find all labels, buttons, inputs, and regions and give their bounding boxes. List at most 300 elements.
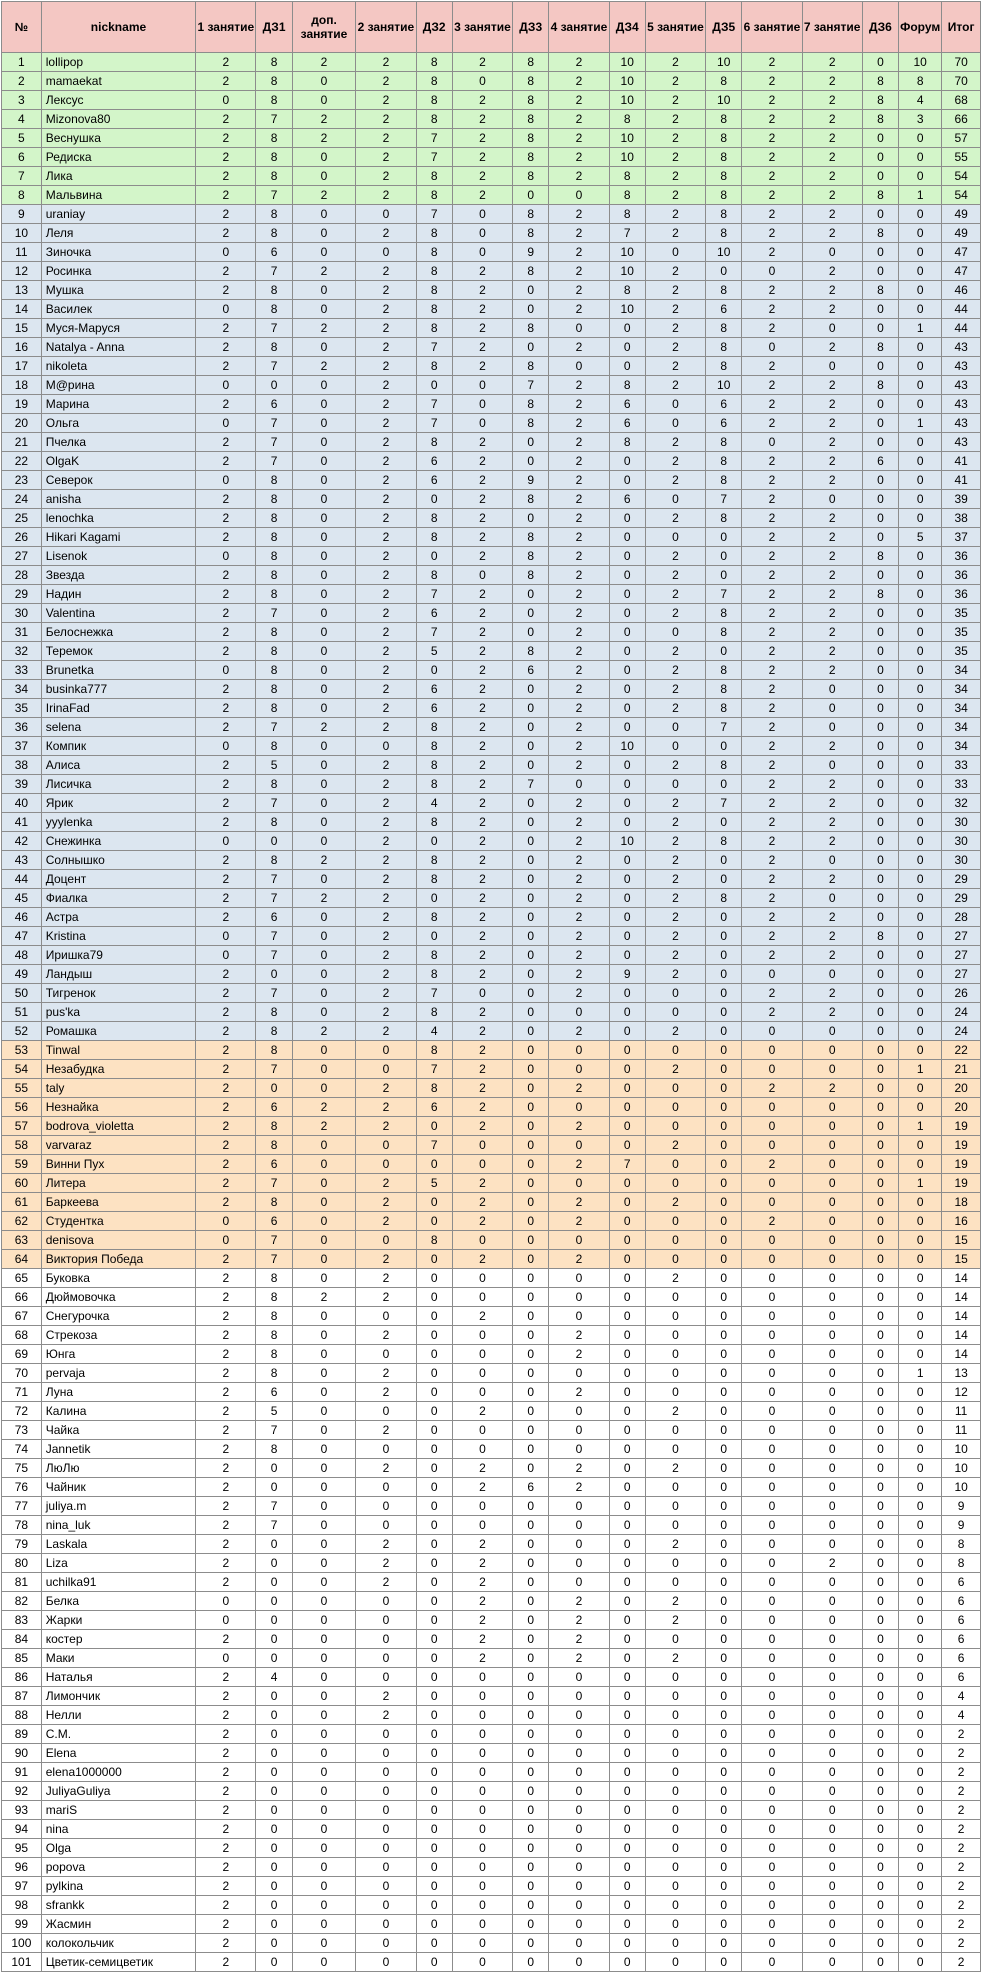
score-cell[interactable]: 0 (513, 585, 549, 604)
score-cell[interactable]: 0 (292, 338, 356, 357)
score-cell[interactable]: 0 (862, 1554, 898, 1573)
score-cell[interactable]: 2 (549, 490, 609, 509)
score-cell[interactable]: 0 (899, 1193, 942, 1212)
score-cell[interactable]: 0 (292, 1307, 356, 1326)
score-cell[interactable]: 0 (862, 1098, 898, 1117)
score-cell[interactable]: 26 (942, 984, 981, 1003)
row-number-cell[interactable]: 31 (2, 623, 42, 642)
score-cell[interactable]: 0 (292, 680, 356, 699)
score-cell[interactable]: 0 (802, 243, 862, 262)
score-cell[interactable]: 2 (196, 756, 256, 775)
score-cell[interactable]: 0 (196, 946, 256, 965)
score-cell[interactable]: 2 (645, 832, 705, 851)
score-cell[interactable]: 2 (452, 1174, 512, 1193)
score-cell[interactable]: 0 (862, 1953, 898, 1972)
score-cell[interactable]: 0 (899, 1269, 942, 1288)
score-cell[interactable]: 0 (862, 1592, 898, 1611)
score-cell[interactable]: 7 (416, 414, 452, 433)
score-cell[interactable]: 0 (549, 1858, 609, 1877)
score-cell[interactable]: 2 (645, 148, 705, 167)
score-cell[interactable]: 0 (862, 1782, 898, 1801)
score-cell[interactable]: 0 (706, 528, 742, 547)
score-cell[interactable]: 0 (862, 414, 898, 433)
score-cell[interactable]: 2 (645, 167, 705, 186)
score-cell[interactable]: 0 (802, 1383, 862, 1402)
score-cell[interactable]: 2 (356, 775, 416, 794)
score-cell[interactable]: 0 (862, 243, 898, 262)
score-cell[interactable]: 10 (609, 243, 645, 262)
score-cell[interactable]: 2 (645, 813, 705, 832)
row-number-cell[interactable]: 38 (2, 756, 42, 775)
score-cell[interactable]: 2 (549, 262, 609, 281)
score-cell[interactable]: 2 (196, 585, 256, 604)
score-cell[interactable]: 0 (802, 1535, 862, 1554)
score-cell[interactable]: 2 (802, 205, 862, 224)
row-number-cell[interactable]: 43 (2, 851, 42, 870)
score-cell[interactable]: 0 (862, 1706, 898, 1725)
score-cell[interactable]: 2 (196, 851, 256, 870)
score-cell[interactable]: 0 (513, 813, 549, 832)
score-cell[interactable]: 7 (513, 376, 549, 395)
score-cell[interactable]: 0 (549, 1535, 609, 1554)
nickname-cell[interactable]: Луна (41, 1383, 195, 1402)
score-cell[interactable]: 0 (899, 243, 942, 262)
score-cell[interactable]: 6 (609, 414, 645, 433)
score-cell[interactable]: 18 (942, 1193, 981, 1212)
score-cell[interactable]: 8 (706, 281, 742, 300)
score-cell[interactable]: 2 (802, 794, 862, 813)
score-cell[interactable]: 2 (196, 908, 256, 927)
score-cell[interactable]: 0 (645, 1231, 705, 1250)
score-cell[interactable]: 0 (862, 965, 898, 984)
score-cell[interactable]: 0 (645, 623, 705, 642)
score-cell[interactable]: 0 (645, 1763, 705, 1782)
row-number-cell[interactable]: 15 (2, 319, 42, 338)
score-cell[interactable]: 0 (862, 946, 898, 965)
score-cell[interactable]: 2 (356, 72, 416, 91)
score-cell[interactable]: 0 (706, 1231, 742, 1250)
score-cell[interactable]: 8 (513, 395, 549, 414)
score-cell[interactable]: 0 (706, 1516, 742, 1535)
score-cell[interactable]: 0 (356, 1155, 416, 1174)
score-cell[interactable]: 0 (416, 1421, 452, 1440)
score-cell[interactable]: 8 (256, 72, 292, 91)
row-number-cell[interactable]: 94 (2, 1820, 42, 1839)
score-cell[interactable]: 0 (706, 1915, 742, 1934)
score-cell[interactable]: 1 (899, 1364, 942, 1383)
score-cell[interactable]: 0 (416, 927, 452, 946)
score-cell[interactable]: 0 (513, 1459, 549, 1478)
nickname-cell[interactable]: businka777 (41, 680, 195, 699)
score-cell[interactable]: 0 (742, 1687, 802, 1706)
nickname-cell[interactable]: Василек (41, 300, 195, 319)
score-cell[interactable]: 2 (452, 1098, 512, 1117)
score-cell[interactable]: 0 (899, 1953, 942, 1972)
score-cell[interactable]: 0 (256, 1611, 292, 1630)
score-cell[interactable]: 2 (645, 338, 705, 357)
score-cell[interactable]: 0 (645, 984, 705, 1003)
score-cell[interactable]: 7 (609, 224, 645, 243)
score-cell[interactable]: 2 (452, 1250, 512, 1269)
score-cell[interactable]: 2 (356, 1706, 416, 1725)
score-cell[interactable]: 2 (196, 1763, 256, 1782)
nickname-cell[interactable]: taly (41, 1079, 195, 1098)
score-cell[interactable]: 0 (549, 1060, 609, 1079)
score-cell[interactable]: 8 (416, 718, 452, 737)
score-cell[interactable]: 0 (609, 1801, 645, 1820)
score-cell[interactable]: 0 (862, 1041, 898, 1060)
row-number-cell[interactable]: 52 (2, 1022, 42, 1041)
score-cell[interactable]: 2 (292, 357, 356, 376)
score-cell[interactable]: 2 (802, 642, 862, 661)
score-cell[interactable]: 0 (706, 1440, 742, 1459)
row-number-cell[interactable]: 8 (2, 186, 42, 205)
row-number-cell[interactable]: 46 (2, 908, 42, 927)
score-cell[interactable]: 0 (609, 1630, 645, 1649)
nickname-cell[interactable]: Tinwal (41, 1041, 195, 1060)
score-cell[interactable]: 0 (645, 1915, 705, 1934)
score-cell[interactable]: 10 (609, 148, 645, 167)
score-cell[interactable]: 2 (452, 851, 512, 870)
score-cell[interactable]: 2 (196, 357, 256, 376)
score-cell[interactable]: 7 (256, 870, 292, 889)
score-cell[interactable]: 8 (256, 205, 292, 224)
score-cell[interactable]: 0 (292, 376, 356, 395)
score-cell[interactable]: 0 (802, 1022, 862, 1041)
score-cell[interactable]: 2 (196, 680, 256, 699)
score-cell[interactable]: 8 (416, 167, 452, 186)
score-cell[interactable]: 35 (942, 642, 981, 661)
score-cell[interactable]: 0 (609, 642, 645, 661)
score-cell[interactable]: 0 (609, 623, 645, 642)
score-cell[interactable]: 0 (706, 1003, 742, 1022)
score-cell[interactable]: 0 (706, 1060, 742, 1079)
score-cell[interactable]: 8 (256, 661, 292, 680)
score-cell[interactable]: 2 (196, 452, 256, 471)
score-cell[interactable]: 0 (862, 1117, 898, 1136)
score-cell[interactable]: 8 (706, 72, 742, 91)
score-cell[interactable]: 0 (862, 832, 898, 851)
nickname-cell[interactable]: Лика (41, 167, 195, 186)
score-cell[interactable]: 2 (452, 1649, 512, 1668)
score-cell[interactable]: 6 (256, 1155, 292, 1174)
score-cell[interactable]: 2 (196, 1820, 256, 1839)
score-cell[interactable]: 2 (452, 775, 512, 794)
score-cell[interactable]: 0 (802, 1402, 862, 1421)
score-cell[interactable]: 2 (356, 1288, 416, 1307)
row-number-cell[interactable]: 74 (2, 1440, 42, 1459)
score-cell[interactable]: 2 (549, 167, 609, 186)
row-number-cell[interactable]: 6 (2, 148, 42, 167)
score-cell[interactable]: 2 (645, 566, 705, 585)
score-cell[interactable]: 0 (645, 1839, 705, 1858)
score-cell[interactable]: 0 (706, 1896, 742, 1915)
score-cell[interactable]: 2 (645, 129, 705, 148)
score-cell[interactable]: 0 (645, 1687, 705, 1706)
score-cell[interactable]: 6 (416, 699, 452, 718)
row-number-cell[interactable]: 40 (2, 794, 42, 813)
score-cell[interactable]: 0 (609, 1288, 645, 1307)
score-cell[interactable]: 0 (196, 300, 256, 319)
score-cell[interactable]: 0 (452, 1725, 512, 1744)
score-cell[interactable]: 0 (292, 1763, 356, 1782)
score-cell[interactable]: 2 (356, 433, 416, 452)
score-cell[interactable]: 2 (645, 186, 705, 205)
score-cell[interactable]: 2 (742, 623, 802, 642)
score-cell[interactable]: 0 (899, 889, 942, 908)
score-cell[interactable]: 0 (292, 300, 356, 319)
row-number-cell[interactable]: 81 (2, 1573, 42, 1592)
score-cell[interactable]: 0 (549, 1364, 609, 1383)
score-cell[interactable]: 0 (742, 1877, 802, 1896)
score-cell[interactable]: 0 (609, 1421, 645, 1440)
score-cell[interactable]: 0 (862, 1478, 898, 1497)
score-cell[interactable]: 2 (549, 946, 609, 965)
nickname-cell[interactable]: IrinaFad (41, 699, 195, 718)
score-cell[interactable]: 0 (452, 1687, 512, 1706)
row-number-cell[interactable]: 77 (2, 1497, 42, 1516)
score-cell[interactable]: 2 (742, 167, 802, 186)
score-cell[interactable]: 2 (196, 1877, 256, 1896)
score-cell[interactable]: 0 (549, 1877, 609, 1896)
score-cell[interactable]: 0 (609, 1117, 645, 1136)
score-cell[interactable]: 2 (549, 414, 609, 433)
score-cell[interactable]: 0 (609, 319, 645, 338)
score-cell[interactable]: 2 (802, 376, 862, 395)
score-cell[interactable]: 2 (196, 148, 256, 167)
score-cell[interactable]: 2 (356, 281, 416, 300)
score-cell[interactable]: 2 (356, 661, 416, 680)
nickname-cell[interactable]: Laskala (41, 1535, 195, 1554)
score-cell[interactable]: 2 (802, 566, 862, 585)
score-cell[interactable]: 2 (196, 1801, 256, 1820)
score-cell[interactable]: 0 (513, 1630, 549, 1649)
row-number-cell[interactable]: 57 (2, 1117, 42, 1136)
score-cell[interactable]: 0 (292, 395, 356, 414)
score-cell[interactable]: 7 (256, 718, 292, 737)
score-cell[interactable]: 0 (513, 452, 549, 471)
score-cell[interactable]: 0 (256, 1592, 292, 1611)
score-cell[interactable]: 0 (196, 1649, 256, 1668)
score-cell[interactable]: 0 (802, 1668, 862, 1687)
score-cell[interactable]: 0 (645, 1820, 705, 1839)
score-cell[interactable]: 8 (256, 1288, 292, 1307)
score-cell[interactable]: 0 (609, 1915, 645, 1934)
score-cell[interactable]: 10 (942, 1459, 981, 1478)
score-cell[interactable]: 0 (292, 756, 356, 775)
score-cell[interactable]: 2 (549, 1383, 609, 1402)
score-cell[interactable]: 0 (513, 1877, 549, 1896)
row-number-cell[interactable]: 20 (2, 414, 42, 433)
score-cell[interactable]: 0 (742, 1307, 802, 1326)
score-cell[interactable]: 2 (452, 357, 512, 376)
score-cell[interactable]: 7 (416, 585, 452, 604)
score-cell[interactable]: 0 (862, 680, 898, 699)
score-cell[interactable]: 2 (196, 984, 256, 1003)
score-cell[interactable]: 0 (609, 889, 645, 908)
score-cell[interactable]: 0 (742, 1592, 802, 1611)
score-cell[interactable]: 2 (452, 604, 512, 623)
score-cell[interactable]: 2 (802, 338, 862, 357)
score-cell[interactable]: 0 (802, 1763, 862, 1782)
score-cell[interactable]: 2 (549, 965, 609, 984)
score-cell[interactable]: 6 (706, 414, 742, 433)
score-cell[interactable]: 2 (356, 1022, 416, 1041)
score-cell[interactable]: 0 (292, 946, 356, 965)
score-cell[interactable]: 2 (356, 490, 416, 509)
score-cell[interactable]: 0 (416, 1554, 452, 1573)
score-cell[interactable]: 0 (292, 984, 356, 1003)
score-cell[interactable]: 2 (196, 1782, 256, 1801)
score-cell[interactable]: 21 (942, 1060, 981, 1079)
score-cell[interactable]: 0 (802, 1934, 862, 1953)
row-number-cell[interactable]: 83 (2, 1611, 42, 1630)
score-cell[interactable]: 0 (742, 1934, 802, 1953)
score-cell[interactable]: 8 (862, 110, 898, 129)
score-cell[interactable]: 0 (899, 1725, 942, 1744)
score-cell[interactable]: 0 (609, 1592, 645, 1611)
score-cell[interactable]: 2 (292, 129, 356, 148)
score-cell[interactable]: 7 (706, 585, 742, 604)
score-cell[interactable]: 8 (256, 566, 292, 585)
score-cell[interactable]: 7 (256, 186, 292, 205)
score-cell[interactable]: 0 (513, 1003, 549, 1022)
score-cell[interactable]: 8 (706, 148, 742, 167)
score-cell[interactable]: 0 (452, 1706, 512, 1725)
score-cell[interactable]: 0 (513, 1516, 549, 1535)
score-cell[interactable]: 6 (416, 452, 452, 471)
score-cell[interactable]: 2 (452, 642, 512, 661)
nickname-cell[interactable]: Mizonova80 (41, 110, 195, 129)
score-cell[interactable]: 0 (196, 471, 256, 490)
score-cell[interactable]: 19 (942, 1117, 981, 1136)
score-cell[interactable]: 0 (802, 1915, 862, 1934)
score-cell[interactable]: 0 (513, 1041, 549, 1060)
score-cell[interactable]: 0 (899, 1155, 942, 1174)
score-cell[interactable]: 2 (356, 946, 416, 965)
score-cell[interactable]: 2 (452, 528, 512, 547)
score-cell[interactable]: 0 (899, 376, 942, 395)
score-cell[interactable]: 0 (292, 1193, 356, 1212)
score-cell[interactable]: 0 (549, 1915, 609, 1934)
score-cell[interactable]: 7 (416, 148, 452, 167)
nickname-cell[interactable]: pylkina (41, 1877, 195, 1896)
score-cell[interactable]: 0 (645, 1478, 705, 1497)
score-cell[interactable]: 0 (513, 1022, 549, 1041)
score-cell[interactable]: 0 (292, 1250, 356, 1269)
score-cell[interactable]: 2 (356, 718, 416, 737)
score-cell[interactable]: 2 (356, 129, 416, 148)
score-cell[interactable]: 5 (256, 1402, 292, 1421)
score-cell[interactable]: 0 (256, 1649, 292, 1668)
nickname-cell[interactable]: Elena (41, 1744, 195, 1763)
score-cell[interactable]: 9 (942, 1516, 981, 1535)
score-cell[interactable]: 2 (942, 1725, 981, 1744)
nickname-cell[interactable]: Северок (41, 471, 195, 490)
score-cell[interactable]: 0 (292, 1440, 356, 1459)
score-cell[interactable]: 0 (862, 1573, 898, 1592)
score-cell[interactable]: 2 (196, 1668, 256, 1687)
score-cell[interactable]: 28 (942, 908, 981, 927)
score-cell[interactable]: 5 (899, 528, 942, 547)
score-cell[interactable]: 2 (196, 1573, 256, 1592)
score-cell[interactable]: 0 (645, 1725, 705, 1744)
score-cell[interactable]: 0 (802, 1326, 862, 1345)
score-cell[interactable]: 0 (416, 490, 452, 509)
score-cell[interactable]: 36 (942, 566, 981, 585)
score-cell[interactable]: 2 (645, 547, 705, 566)
nickname-cell[interactable]: uraniay (41, 205, 195, 224)
score-cell[interactable]: 0 (862, 1231, 898, 1250)
score-cell[interactable]: 0 (256, 376, 292, 395)
score-cell[interactable]: 0 (899, 1497, 942, 1516)
score-cell[interactable]: 0 (706, 965, 742, 984)
score-cell[interactable]: 0 (645, 1098, 705, 1117)
score-cell[interactable]: 6 (942, 1630, 981, 1649)
score-cell[interactable]: 2 (196, 1725, 256, 1744)
score-cell[interactable]: 2 (742, 53, 802, 72)
score-cell[interactable]: 2 (742, 319, 802, 338)
score-cell[interactable]: 2 (802, 224, 862, 243)
nickname-cell[interactable]: Лексус (41, 91, 195, 110)
score-cell[interactable]: 0 (256, 1079, 292, 1098)
nickname-cell[interactable]: Valentina (41, 604, 195, 623)
score-cell[interactable]: 0 (862, 1896, 898, 1915)
score-cell[interactable]: 0 (899, 1421, 942, 1440)
score-cell[interactable]: 0 (416, 1820, 452, 1839)
score-cell[interactable]: 0 (513, 1364, 549, 1383)
nickname-cell[interactable]: Лимончик (41, 1687, 195, 1706)
score-cell[interactable]: 7 (256, 1421, 292, 1440)
nickname-cell[interactable]: Снежинка (41, 832, 195, 851)
score-cell[interactable]: 0 (356, 243, 416, 262)
score-cell[interactable]: 2 (742, 813, 802, 832)
score-cell[interactable]: 0 (802, 1098, 862, 1117)
score-cell[interactable]: 0 (513, 1592, 549, 1611)
score-cell[interactable]: 0 (513, 300, 549, 319)
score-cell[interactable]: 0 (549, 1516, 609, 1535)
score-cell[interactable]: 2 (549, 547, 609, 566)
score-cell[interactable]: 0 (899, 1307, 942, 1326)
score-cell[interactable]: 0 (802, 357, 862, 376)
score-cell[interactable]: 6 (862, 452, 898, 471)
score-cell[interactable]: 2 (356, 338, 416, 357)
score-cell[interactable]: 2 (645, 509, 705, 528)
score-cell[interactable]: 0 (862, 1744, 898, 1763)
score-cell[interactable]: 0 (549, 1668, 609, 1687)
score-cell[interactable]: 0 (452, 1421, 512, 1440)
score-cell[interactable]: 0 (416, 1383, 452, 1402)
score-cell[interactable]: 8 (706, 471, 742, 490)
score-cell[interactable]: 0 (292, 1896, 356, 1915)
score-cell[interactable]: 35 (942, 604, 981, 623)
score-cell[interactable]: 0 (742, 1022, 802, 1041)
score-cell[interactable]: 0 (706, 1307, 742, 1326)
score-cell[interactable]: 2 (802, 262, 862, 281)
score-cell[interactable]: 2 (356, 984, 416, 1003)
nickname-cell[interactable]: Нелли (41, 1706, 195, 1725)
score-cell[interactable]: 0 (416, 376, 452, 395)
score-cell[interactable]: 0 (416, 1877, 452, 1896)
score-cell[interactable]: 0 (802, 1858, 862, 1877)
score-cell[interactable]: 2 (549, 376, 609, 395)
score-cell[interactable]: 2 (356, 927, 416, 946)
score-cell[interactable]: 8 (416, 1041, 452, 1060)
score-cell[interactable]: 0 (802, 1117, 862, 1136)
score-cell[interactable]: 4 (899, 91, 942, 110)
score-cell[interactable]: 0 (452, 1269, 512, 1288)
score-cell[interactable]: 0 (356, 1345, 416, 1364)
